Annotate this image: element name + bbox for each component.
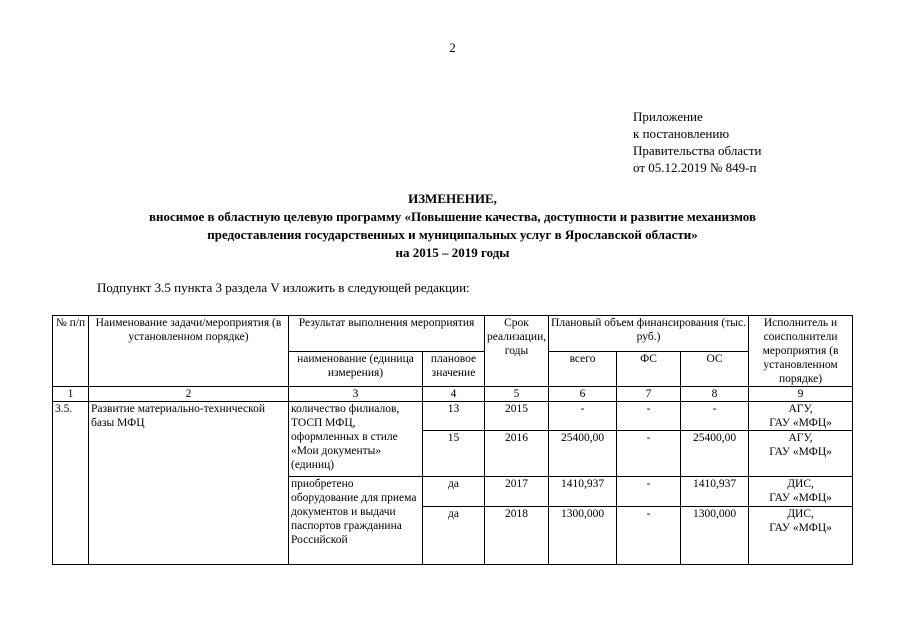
heading-line-3: предоставления государственных и муниципальных услуг в Ярославской области» [207, 227, 698, 242]
column-index: 2 [89, 387, 289, 402]
finance-total: 1410,937 [549, 477, 617, 507]
year: 2015 [485, 402, 549, 431]
column-index: 3 [289, 387, 423, 402]
header-executor: Исполнитель и соисполнители мероприятия (в установленном порядке) [749, 316, 853, 387]
executor [749, 431, 853, 477]
heading-line-4: на 2015 – 2019 годы [395, 245, 510, 260]
planned-value: да [423, 477, 485, 507]
finance-os: - [681, 402, 749, 431]
header-num: № п/п [53, 316, 89, 387]
executor-line-2: ГАУ «МФЦ» [769, 492, 832, 504]
executor-line-2: ГАУ «МФЦ» [769, 522, 832, 534]
finance-os: 1410,937 [681, 477, 749, 507]
executor [749, 402, 853, 431]
planned-value: 15 [423, 431, 485, 477]
finance-fs: - [617, 507, 681, 565]
planned-value: 13 [423, 402, 485, 431]
executor [749, 507, 853, 565]
appendix-line-1: Приложение [633, 109, 703, 124]
column-index: 7 [617, 387, 681, 402]
finance-os: 1300,000 [681, 507, 749, 565]
header-total: всего [549, 351, 617, 387]
finance-total: 25400,00 [549, 431, 617, 477]
item-task: Развитие материально-технической базы МФЦ [89, 402, 289, 565]
document-heading [60, 190, 845, 262]
header-term: Срок реализации, годы [485, 316, 549, 387]
executor-line-1: АГУ, [788, 403, 813, 415]
item-number: 3.5. [53, 402, 89, 565]
header-os: ОС [681, 351, 749, 387]
finance-total: 1300,000 [549, 507, 617, 565]
column-index: 9 [749, 387, 853, 402]
header-row-1 [53, 316, 853, 352]
column-index: 8 [681, 387, 749, 402]
executor-line-1: АГУ, [788, 432, 813, 444]
year: 2018 [485, 507, 549, 565]
finance-total: - [549, 402, 617, 431]
executor [749, 477, 853, 507]
appendix-line-2: к постановлению [633, 126, 730, 141]
result-name-a: количество филиалов, ТОСП МФЦ, оформленных в стиле «Мои документы» (единиц) [289, 402, 423, 477]
column-index: 4 [423, 387, 485, 402]
table-row [53, 402, 853, 431]
column-index: 5 [485, 387, 549, 402]
header-result-name: наименование (единица измерения) [289, 351, 423, 387]
planned-value: да [423, 507, 485, 565]
header-result: Результат выполнения мероприятия [289, 316, 485, 352]
heading-title: ИЗМЕНЕНИЕ, [408, 191, 497, 206]
result-name-b: приобретено оборудование для приема документов и выдачи паспортов гражданина Российской [289, 477, 423, 565]
page-number: 2 [449, 40, 456, 55]
executor-line-1: ДИС, [787, 508, 814, 520]
appendix-line-4: от 05.12.2019 № 849-п [633, 160, 757, 175]
column-index: 1 [53, 387, 89, 402]
header-fs: ФС [617, 351, 681, 387]
finance-os: 25400,00 [681, 431, 749, 477]
column-index: 6 [549, 387, 617, 402]
header-task: Наименование задачи/мероприятия (в установленном порядке) [89, 316, 289, 387]
year: 2017 [485, 477, 549, 507]
executor-line-1: ДИС, [787, 478, 814, 490]
appendix-line-3: Правительства области [633, 143, 762, 158]
year: 2016 [485, 431, 549, 477]
program-table [52, 315, 853, 565]
finance-fs: - [617, 431, 681, 477]
heading-line-2: вносимое в областную целевую программу «Повышение качества, доступности и развитие механизмов [149, 209, 756, 224]
column-index-row [53, 387, 853, 402]
executor-line-2: ГАУ «МФЦ» [769, 446, 832, 458]
finance-fs: - [617, 402, 681, 431]
executor-line-2: ГАУ «МФЦ» [769, 417, 832, 429]
header-finance: Плановый объем финансирования (тыс. руб.) [549, 316, 749, 352]
appendix-block [633, 108, 762, 176]
header-result-value: плановое значение [423, 351, 485, 387]
intro-paragraph: Подпункт 3.5 пункта 3 раздела V изложить в следующей редакции: [97, 280, 470, 295]
finance-fs: - [617, 477, 681, 507]
